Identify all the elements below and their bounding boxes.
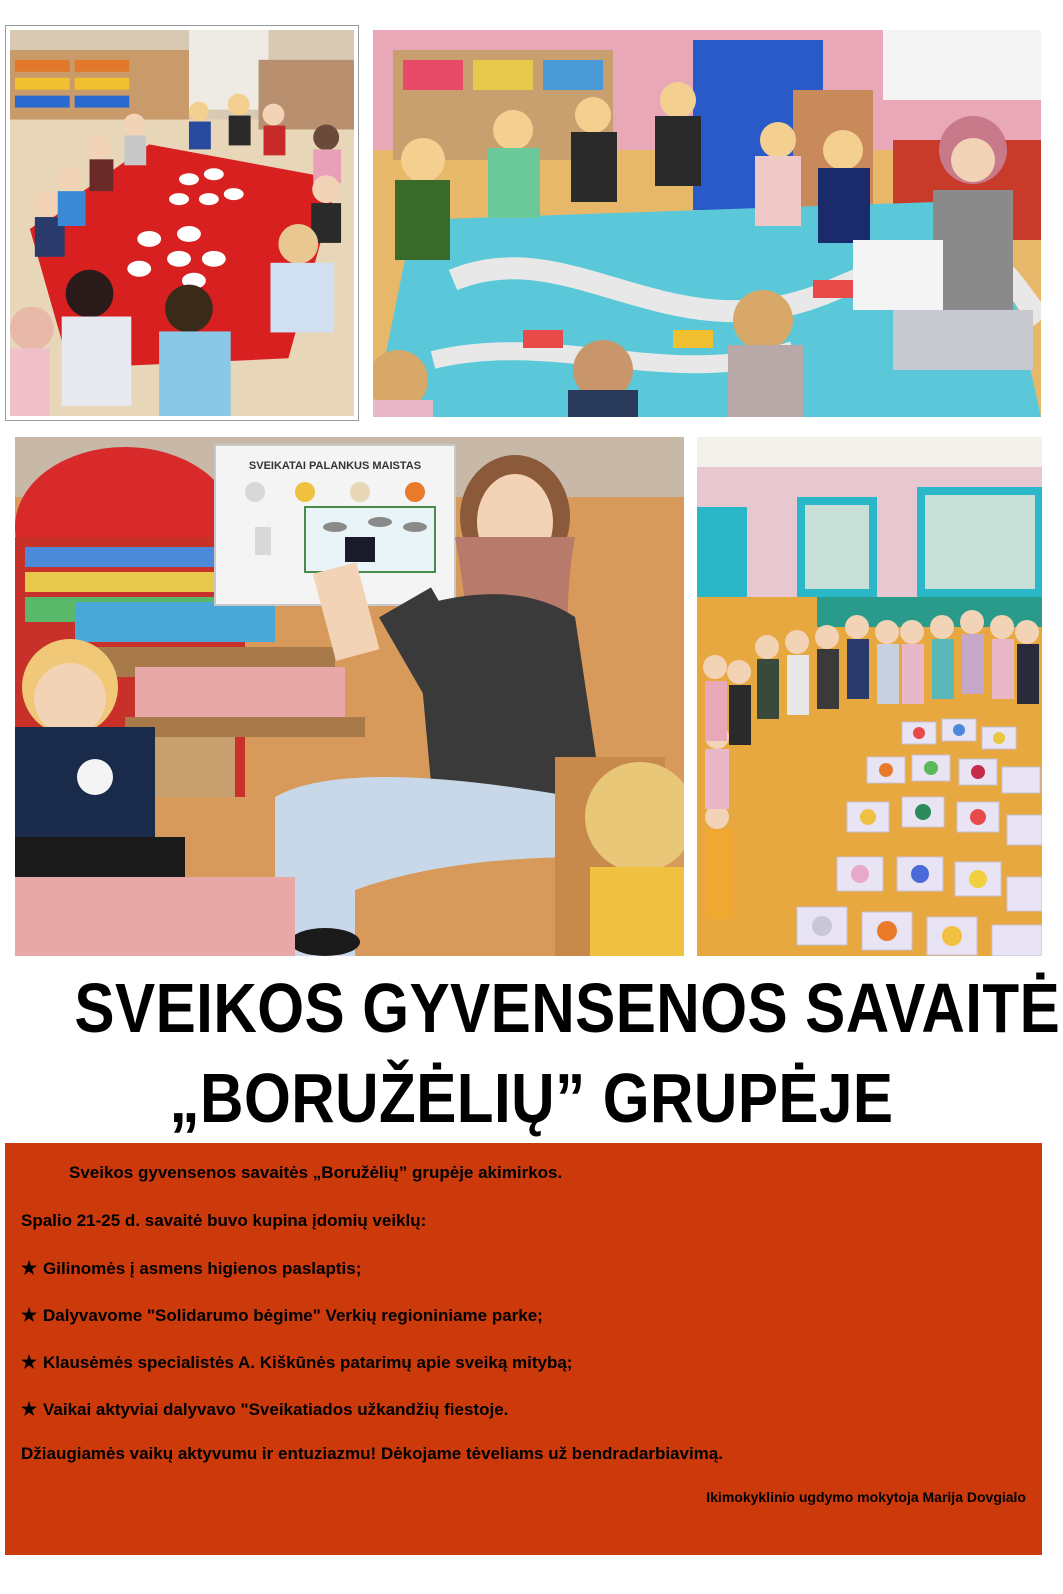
photo-children-at-table-image (10, 30, 354, 416)
info-bullet-text: Vaikai aktyviai dalyvavo "Sveikatiados užkandžių fiestoje. (43, 1400, 509, 1419)
photo-children-exercising-image (373, 30, 1041, 417)
info-panel (5, 1143, 1042, 1555)
page-title-line-1: SVEIKOS GYVENSENOS SAVAITĖ (74, 969, 1061, 1047)
photo-teacher-with-poster-image (15, 437, 684, 956)
info-bullet-2 (21, 1304, 543, 1327)
photo-children-food-cards (697, 437, 1042, 956)
info-bullet-text: Dalyvavome "Solidarumo bėgime" Verkių regioniniame parke; (43, 1306, 543, 1325)
info-closing: Džiaugiamės vaikų aktyvumu ir entuziazmu! Dėkojame tėveliams už bendradarbiavimą. (21, 1444, 723, 1463)
photo-children-at-table (5, 25, 359, 421)
info-dates: Spalio 21-25 d. savaitė buvo kupina įdomių veiklų: (21, 1211, 427, 1230)
photo-teacher-with-poster (15, 437, 684, 956)
info-bullet-text: Gilinomės į asmens higienos paslaptis; (43, 1259, 362, 1278)
star-icon: ★ (21, 1352, 38, 1372)
photo-children-food-cards-image (697, 437, 1042, 956)
info-intro: Sveikos gyvensenos savaitės „Boružėlių” grupėje akimirkos. (69, 1163, 563, 1182)
page-title-line-2: „BORUŽĖLIŲ” GRUPĖJE (169, 1059, 894, 1137)
star-icon: ★ (21, 1305, 38, 1325)
star-icon: ★ (21, 1258, 38, 1278)
photo-children-exercising (373, 30, 1041, 417)
info-bullet-3 (21, 1351, 572, 1374)
info-bullet-4 (21, 1398, 508, 1421)
info-bullet-text: Klausėmės specialistės A. Kiškūnės patarimų apie sveiką mitybą; (43, 1353, 573, 1372)
poster-title-text: SVEIKATAI PALANKUS MAISTAS (248, 460, 422, 472)
info-signature: Ikimokyklinio ugdymo mokytoja Marija Dovgialo (706, 1489, 1026, 1505)
info-bullet-1 (21, 1257, 361, 1280)
star-icon: ★ (21, 1399, 38, 1419)
